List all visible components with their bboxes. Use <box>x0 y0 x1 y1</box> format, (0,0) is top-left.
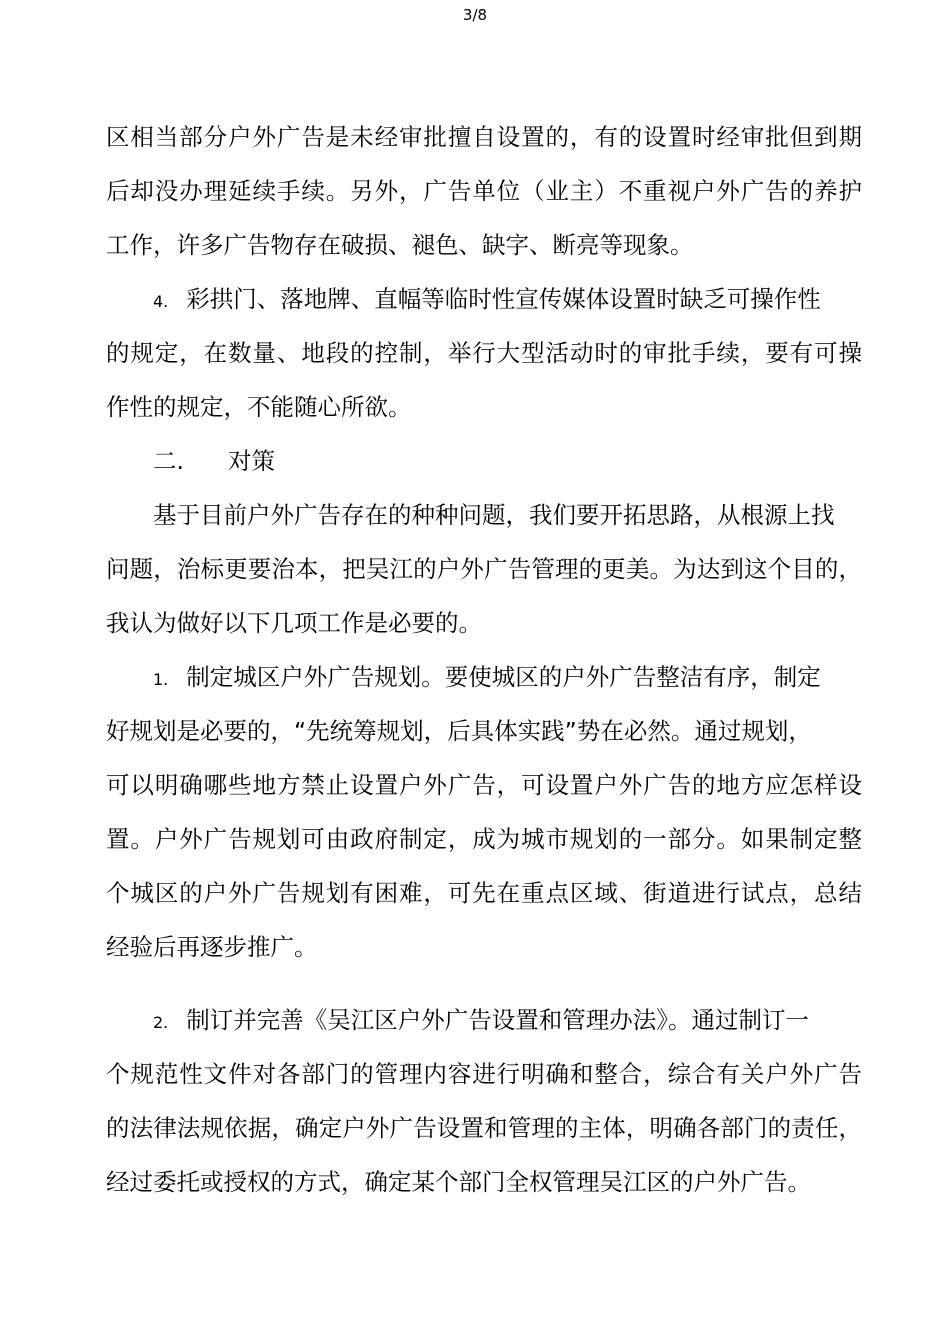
list-item-first-line <box>106 993 862 1047</box>
text-line: 工作，许多广告物存在破损、褪色、缺字、断亮等现象。 <box>106 231 694 259</box>
text-line: 的法律法规依据，确定户外广告设置和管理的主体，明确各部门的责任， <box>106 1114 862 1142</box>
text-line: 经过委托或授权的方式，确定某个部门全权管理吴江区的户外广告。 <box>106 1168 811 1196</box>
text-line: 制定城区户外广告规划。要使城区的户外广告整洁有序，制定 <box>186 663 821 691</box>
text-line: 可以明确哪些地方禁止设置户外广告，可设置户外广告的地方应怎样设 <box>106 771 862 799</box>
text-line: 问题，治标更要治本，把吴江的户外广告管理的更美。为达到这个目的， <box>106 555 862 583</box>
list-item-first-line <box>106 650 862 704</box>
paragraph-item-1 <box>106 650 862 974</box>
text-line: 的规定，在数量、地段的控制，举行大型活动时的审批手续，要有可操 <box>106 339 862 367</box>
paragraph-item-2 <box>106 993 862 1209</box>
text-line: 置。户外广告规划可由政府制定，成为城市规划的一部分。如果制定整 <box>106 825 862 853</box>
section-heading <box>106 434 862 488</box>
text-line: 区相当部分户外广告是未经审批擅自设置的，有的设置时经审批但到期 <box>106 123 862 151</box>
text-line: 我认为做好以下几项工作是必要的。 <box>106 609 482 637</box>
list-item-first-line <box>106 272 862 326</box>
text-line: 后却没办理延续手续。另外，广告单位（业主）不重视户外广告的养护 <box>106 177 862 205</box>
text-line: 基于目前户外广告存在的种种问题，我们要开拓思路，从根源上找 <box>153 501 835 529</box>
list-number: 1. <box>153 670 169 689</box>
text-line: 经验后再逐步推广。 <box>106 933 318 961</box>
paragraph-3 <box>106 488 862 650</box>
list-number: 2. <box>153 1013 169 1032</box>
paragraph-spacer <box>106 974 862 993</box>
text-line: 个规范性文件对各部门的管理内容进行明确和整合，综合有关户外广告 <box>106 1060 862 1088</box>
paragraph-item-4 <box>106 272 862 434</box>
text-line: 好规划是必要的，“先统筹规划，后具体实践”势在必然。通过规划， <box>106 717 812 745</box>
text-line: 个城区的户外广告规划有困难，可先在重点区域、街道进行试点，总结 <box>106 879 862 907</box>
text-line: 作性的规定，不能随心所欲。 <box>106 393 412 421</box>
section-number: 二. <box>153 447 184 475</box>
text-line: 制订并完善《吴江区户外广告设置和管理办法》。通过制订一 <box>186 1006 810 1034</box>
text-line: 彩拱门、落地牌、直幅等临时性宣传媒体设置时缺乏可操作性 <box>186 285 821 313</box>
document-body <box>106 110 862 1209</box>
paragraph-1 <box>106 110 862 272</box>
page-number: 3/8 <box>462 6 488 24</box>
list-number: 4. <box>153 292 169 311</box>
section-title: 对策 <box>228 447 275 475</box>
